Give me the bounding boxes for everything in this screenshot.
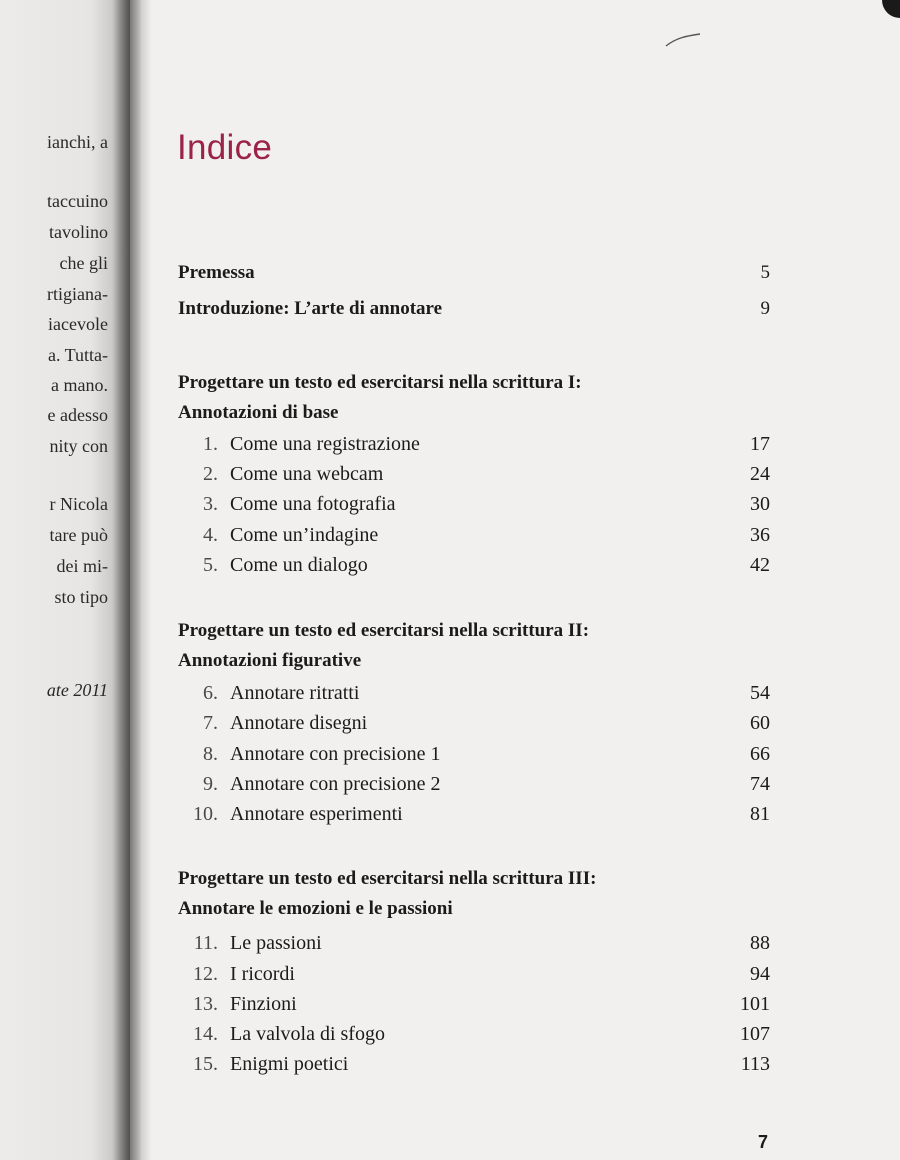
toc-entry-label: Introduzione: L’arte di annotare bbox=[178, 298, 443, 319]
toc-item bbox=[188, 493, 770, 521]
toc-item-page: 24 bbox=[750, 463, 770, 485]
toc-item-page: 42 bbox=[750, 554, 770, 576]
toc-item-page: 81 bbox=[750, 803, 770, 825]
toc-item-number: 5. bbox=[203, 554, 218, 576]
toc-item-title: I ricordi bbox=[230, 963, 295, 985]
toc-item-number: 14. bbox=[193, 1023, 218, 1045]
toc-item-number: 12. bbox=[193, 963, 218, 985]
toc-item-title: La valvola di sfogo bbox=[230, 1023, 385, 1045]
left-page-line: sto tipo bbox=[54, 587, 108, 607]
page-number: 7 bbox=[758, 1132, 769, 1152]
toc-item-number: 2. bbox=[203, 463, 218, 485]
toc-item-title: Come una fotografia bbox=[230, 493, 396, 515]
toc-item-page: 74 bbox=[750, 773, 770, 795]
toc-item-number: 1. bbox=[203, 433, 218, 455]
section-heading bbox=[178, 368, 738, 428]
toc-item-page: 88 bbox=[750, 932, 770, 954]
toc-item-number: 4. bbox=[203, 524, 218, 546]
toc-item bbox=[188, 932, 770, 960]
toc-item-number: 10. bbox=[193, 803, 218, 825]
book-spine-shadow bbox=[112, 0, 152, 1160]
toc-item-number: 3. bbox=[203, 493, 218, 515]
toc-item-title: Annotare esperimenti bbox=[230, 803, 403, 825]
pencil-mark bbox=[664, 30, 704, 50]
left-page-line: tavolino bbox=[49, 222, 108, 242]
toc-item-title: Finzioni bbox=[230, 993, 297, 1015]
toc-item-number: 11. bbox=[193, 932, 218, 954]
left-page-line: ianchi, a bbox=[47, 132, 108, 152]
toc-item-title: Le passioni bbox=[230, 932, 322, 954]
section-heading bbox=[178, 864, 738, 924]
toc-item-page: 17 bbox=[750, 433, 770, 455]
toc-item-page: 66 bbox=[750, 743, 770, 765]
toc-item bbox=[188, 993, 770, 1021]
section-heading-line: Annotazioni di base bbox=[178, 402, 339, 423]
left-page-line: iacevole bbox=[48, 314, 108, 334]
left-facing-page bbox=[0, 0, 130, 1160]
toc-entry-page: 9 bbox=[760, 298, 770, 319]
toc-item-number: 15. bbox=[193, 1053, 218, 1075]
toc-item bbox=[188, 963, 770, 991]
toc-item-page: 94 bbox=[750, 963, 770, 985]
left-page-line: tare può bbox=[49, 525, 108, 545]
section-heading-line: Annotazioni figurative bbox=[178, 650, 362, 671]
section-heading-line: Progettare un testo ed esercitarsi nella scrittura III: bbox=[178, 868, 597, 889]
toc-item-title: Annotare ritratti bbox=[230, 682, 360, 704]
toc-item-number: 6. bbox=[203, 682, 218, 704]
left-page-line: che gli bbox=[59, 253, 108, 273]
toc-item-title: Come un dialogo bbox=[230, 554, 368, 576]
toc-item bbox=[188, 463, 770, 491]
toc-item bbox=[188, 524, 770, 552]
toc-item bbox=[188, 554, 770, 582]
toc-item-number: 8. bbox=[203, 743, 218, 765]
section-heading-line: Progettare un testo ed esercitarsi nella scrittura I: bbox=[178, 372, 582, 393]
section-heading-line: Progettare un testo ed esercitarsi nella scrittura II: bbox=[178, 620, 590, 641]
toc-item-page: 113 bbox=[740, 1053, 770, 1075]
toc-item-page: 107 bbox=[740, 1023, 770, 1045]
toc-item-title: Annotare con precisione 2 bbox=[230, 773, 441, 795]
section-heading bbox=[178, 616, 738, 676]
toc-item-title: Annotare con precisione 1 bbox=[230, 743, 441, 765]
toc-item-title: Come una webcam bbox=[230, 463, 384, 485]
toc-item-title: Come una registrazione bbox=[230, 433, 420, 455]
left-page-line: r Nicola bbox=[49, 494, 108, 514]
toc-item-title: Annotare disegni bbox=[230, 712, 368, 734]
toc-item-page: 101 bbox=[740, 993, 770, 1015]
toc-item bbox=[188, 712, 770, 740]
left-page-line: e adesso bbox=[47, 405, 108, 425]
toc-item bbox=[188, 433, 770, 461]
toc-item-page: 36 bbox=[750, 524, 770, 546]
page-title: Indice bbox=[177, 128, 273, 167]
toc-item bbox=[188, 803, 770, 831]
left-page-line: taccuino bbox=[47, 191, 108, 211]
left-page-line: nity con bbox=[49, 436, 108, 456]
left-page-line: a mano. bbox=[51, 375, 108, 395]
left-page-line: a. Tutta- bbox=[47, 345, 108, 365]
toc-item bbox=[188, 682, 770, 710]
toc-entry bbox=[178, 298, 770, 324]
left-page-line: dei mi- bbox=[56, 556, 108, 576]
toc-item-page: 30 bbox=[750, 493, 770, 515]
toc-item-number: 9. bbox=[203, 773, 218, 795]
toc-item bbox=[188, 1053, 770, 1081]
toc-item-number: 13. bbox=[193, 993, 218, 1015]
section-heading-line: Annotare le emozioni e le passioni bbox=[178, 898, 453, 919]
toc-item-page: 60 bbox=[750, 712, 770, 734]
toc-item-title: Enigmi poetici bbox=[230, 1053, 349, 1075]
toc-item bbox=[188, 1023, 770, 1051]
toc-item bbox=[188, 773, 770, 801]
toc-entry-label: Premessa bbox=[178, 262, 255, 283]
toc-entry bbox=[178, 262, 770, 288]
toc-item bbox=[188, 743, 770, 771]
left-page-line: rtigiana- bbox=[47, 284, 108, 304]
toc-item-number: 7. bbox=[203, 712, 218, 734]
toc-item-page: 54 bbox=[750, 682, 770, 704]
left-page-line: ate 2011 bbox=[46, 680, 108, 700]
toc-item-title: Come un’indagine bbox=[230, 524, 379, 546]
toc-entry-page: 5 bbox=[760, 262, 770, 283]
